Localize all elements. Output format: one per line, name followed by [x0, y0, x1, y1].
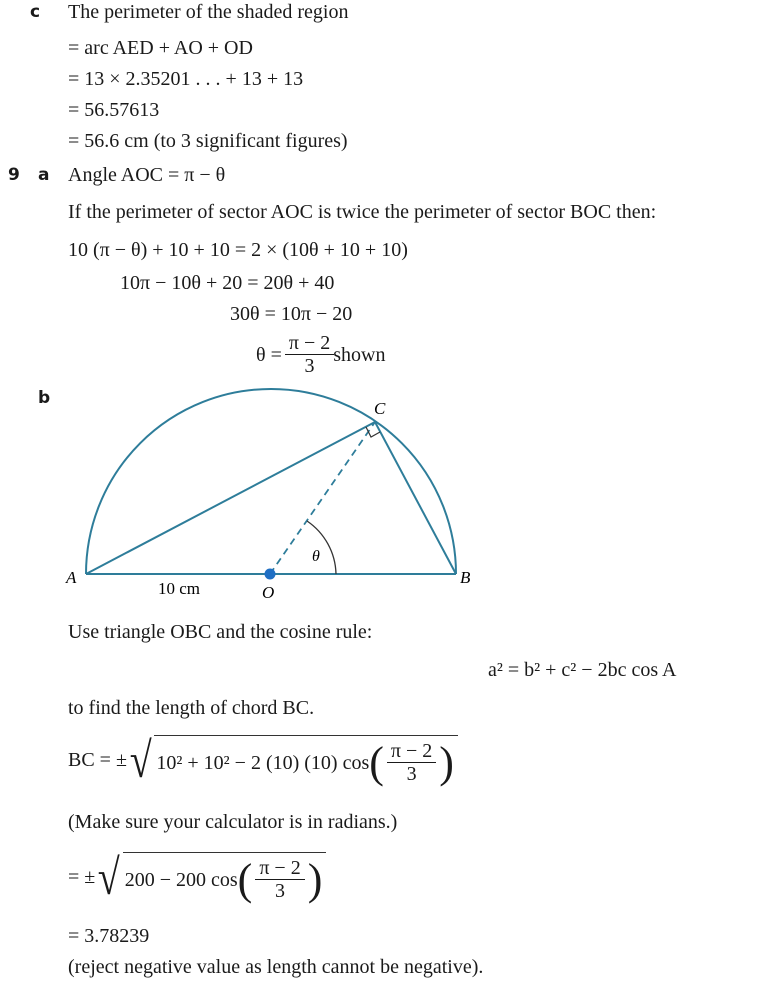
cosine-rule: a² = b² + c² − 2bc cos A [488, 659, 677, 681]
intro-text: Use triangle OBC and the cosine rule: [68, 621, 373, 643]
semicircle-diagram [0, 380, 520, 610]
part-a-label: a [38, 165, 50, 185]
working-line: = arc AED + AO + OD [68, 37, 253, 59]
radians-note: (Make sure your calculator is in radians.) [68, 811, 398, 833]
label-o: O [262, 583, 275, 602]
denominator: 3 [406, 763, 417, 785]
label-a: A [66, 568, 77, 587]
chord-bc [375, 422, 456, 574]
label-radius: 10 cm [158, 579, 201, 598]
fraction [285, 332, 334, 377]
radicand: 200 − 200 cos [124, 868, 238, 891]
bc-lhs: BC = ± [68, 749, 127, 771]
shown-text: shown [333, 343, 386, 366]
equation-2: 10π − 10θ + 20 = 20θ + 40 [120, 272, 335, 294]
label-b: B [460, 568, 471, 587]
equation-1: 10 (π − θ) + 10 + 10 = 2 × (10θ + 10 + 10) [68, 239, 408, 261]
result-line: = 3.78239 [68, 925, 150, 947]
label-c: C [374, 399, 386, 418]
working-line: = 56.6 cm (to 3 significant figures) [68, 130, 348, 152]
working-line: = 56.57613 [68, 99, 160, 121]
fraction [255, 857, 304, 902]
equation-4 [256, 332, 385, 377]
numerator: π − 2 [387, 740, 436, 763]
part-b-label: b [38, 388, 51, 408]
working-line: = 13 × 2.35201 . . . + 13 + 13 [68, 68, 304, 90]
semicircle-arc [86, 389, 456, 574]
angle-line: Angle AOC = π − θ [68, 164, 226, 186]
radicand: 10² + 10² − 2 (10) (10) cos [156, 751, 370, 774]
part-c-label: c [30, 2, 41, 22]
bc-expression [68, 732, 458, 788]
denominator: 3 [275, 880, 286, 902]
simp-lhs: = ± [68, 866, 96, 888]
square-root: √ 200 − 200 cos ( $\frac{\pi - 2}{3}$ ) [95, 852, 326, 902]
find-text: to find the length of chord BC. [68, 697, 315, 719]
numerator: π − 2 [285, 332, 334, 355]
square-root: √ 10² + 10² − 2 (10) (10) cos ( $\frac{\pi - 2}{3}$ ) [127, 735, 458, 785]
fraction [387, 740, 436, 785]
part-c-heading: The perimeter of the shaded region [68, 1, 349, 23]
reject-note: (reject negative value as length cannot be negative). [68, 956, 484, 978]
label-theta: θ [312, 548, 320, 565]
denominator: 3 [304, 355, 315, 377]
question-number: 9 [8, 165, 20, 185]
radius-oc [270, 422, 375, 574]
equation-3: 30θ = 10π − 20 [230, 303, 353, 325]
condition-text: If the perimeter of sector AOC is twice the perimeter of sector BOC then: [68, 201, 657, 223]
eq4-lhs: θ = [256, 343, 282, 366]
center-point [265, 569, 276, 580]
numerator: π − 2 [255, 857, 304, 880]
simplified-expression [68, 849, 326, 905]
